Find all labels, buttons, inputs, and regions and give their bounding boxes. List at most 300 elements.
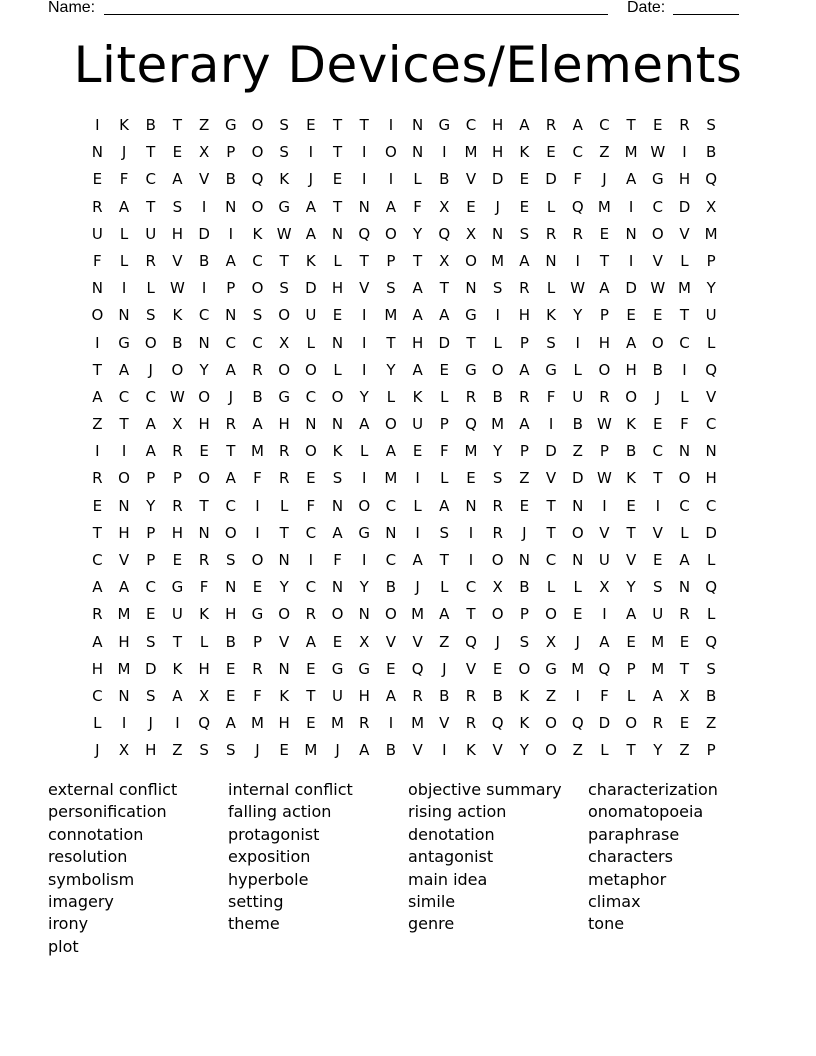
grid-letter: N [331,224,344,243]
grid-letter: N [358,197,370,216]
grid-letter: M [464,442,478,461]
grid-letter: T [226,442,236,461]
grid-letter: S [279,116,289,134]
grid-letter: R [92,197,103,216]
grid-letter: R [465,714,477,733]
grid-letter: S [145,686,156,705]
grid-letter: H [492,116,504,134]
grid-letter: N [278,551,290,569]
grid-letter: B [385,578,397,597]
grid-letter: C [465,578,477,597]
grid-letter: I [255,523,260,542]
word-bank-column [588,779,768,958]
grid-letter: C [705,415,717,434]
grid-letter: G [278,387,290,406]
grid-row [84,576,725,603]
grid-letter: N [225,306,237,325]
grid-letter: Q [491,714,504,733]
grid-letter: R [679,116,690,134]
grid-letter: Q [705,578,718,597]
grid-letter: O [278,605,291,624]
grid-letter: I [201,197,207,216]
grid-letter: A [625,333,637,352]
grid-letter: I [442,143,447,162]
grid-letter: U [572,387,584,406]
grid-letter: N [331,415,344,434]
word-bank [48,779,768,958]
grid-letter: I [415,469,420,488]
grid-letter: P [519,442,529,461]
grid-letter: W [596,469,612,488]
grid-letter: A [412,551,423,569]
word-bank-item: paraphrase [588,824,680,844]
grid-letter: A [359,415,370,434]
grid-letter: T [679,306,690,325]
grid-letter: I [628,251,634,270]
grid-letter: B [225,170,236,189]
grid-letter: K [412,387,423,406]
grid-letter: R [252,360,263,379]
grid-letter: T [279,523,289,542]
grid-letter: I [95,333,100,352]
word-bank-item: main idea [408,869,488,889]
grid-letter: F [199,578,209,597]
grid-letter: E [92,170,103,189]
grid-letter: G [545,659,557,678]
grid-letter: E [145,605,156,624]
grid-letter: Y [279,578,289,597]
grid-letter: S [252,306,263,325]
grid-row [84,440,725,467]
grid-letter: P [599,306,609,325]
grid-letter: E [439,360,450,379]
name-label: Name: [48,0,96,16]
grid-letter: Y [413,224,423,243]
grid-letter: R [412,686,423,705]
grid-letter: M [704,224,718,243]
grid-row [84,223,725,250]
grid-letter: H [278,714,290,733]
grid-letter: N [705,442,717,461]
grid-letter: C [599,116,610,134]
grid-letter: O [385,224,397,243]
grid-letter: A [145,442,156,461]
grid-letter: I [121,442,127,461]
grid-letter: F [439,442,449,461]
grid-letter: N [331,333,344,352]
grid-letter: A [599,632,610,651]
grid-letter: M [464,143,478,162]
grid-letter: K [172,306,183,325]
grid-letter: G [438,116,451,134]
grid-row [84,277,725,304]
grid-letter: U [91,224,103,243]
grid-letter: C [252,251,263,270]
grid-letter: K [519,143,530,162]
grid-letter: I [255,496,260,515]
grid-letter: V [359,279,370,298]
grid-letter: I [495,306,500,325]
grid-letter: S [706,116,716,134]
grid-letter: M [571,659,585,678]
grid-letter: Y [359,387,369,406]
grid-letter: E [386,659,396,678]
grid-letter: C [385,496,397,515]
grid-letter: V [652,251,663,270]
grid-letter: T [626,741,636,760]
grid-letter: A [519,116,530,134]
grid-letter: Y [386,360,396,379]
grid-letter: I [682,360,687,379]
grid-letter: R [519,387,530,406]
grid-row [84,413,725,440]
grid-letter: K [279,170,290,189]
grid-letter: S [279,143,289,162]
grid-letter: T [92,360,102,379]
grid-letter: F [573,170,583,189]
grid-letter: P [519,333,529,352]
grid-letter: E [519,496,530,515]
grid-letter: W [596,415,612,434]
grid-letter: I [602,605,607,624]
grid-letter: S [492,279,503,298]
grid-letter: A [225,469,236,488]
grid-letter: Z [92,415,103,434]
grid-letter: I [655,496,660,515]
date-label: Date: [627,0,666,16]
grid-letter: C [225,333,237,352]
grid-letter: G [358,523,371,542]
grid-letter: W [169,387,185,406]
grid-letter: I [575,251,580,270]
word-bank-item: theme [228,914,280,934]
grid-letter: A [385,197,397,216]
grid-letter: K [519,714,530,733]
grid-letter: O [651,224,664,243]
grid-letter: A [519,360,530,379]
grid-letter: S [145,632,156,651]
grid-letter: J [495,197,500,216]
grid-letter: N [91,279,103,298]
grid-letter: J [602,170,607,189]
word-bank-item: plot [48,936,79,956]
grid-letter: Y [626,578,636,597]
grid-letter: J [495,632,500,651]
grid-letter: I [468,551,474,569]
grid-letter: J [308,170,314,189]
grid-letter: O [304,442,317,461]
grid-letter: A [92,387,103,406]
grid-letter: T [626,523,636,542]
grid-letter: R [545,224,557,243]
grid-letter: N [198,523,210,542]
grid-letter: M [117,659,131,678]
grid-letter: R [465,387,477,406]
grid-letter: G [651,170,664,189]
grid-letter: N [198,333,210,352]
grid-letter: T [332,197,343,216]
grid-letter: N [118,306,130,325]
grid-letter: V [279,632,290,651]
grid-letter: B [439,686,450,705]
grid-letter: K [119,116,129,134]
grid-row [84,522,725,549]
grid-letter: P [226,279,236,298]
grid-letter: C [145,170,156,189]
grid-letter: G [118,333,130,352]
grid-letter: R [198,551,210,569]
grid-letter: H [278,415,290,434]
grid-letter: I [362,469,367,488]
grid-letter: X [706,197,717,216]
grid-letter: R [172,442,183,461]
grid-letter: S [519,632,530,651]
grid-letter: X [279,333,290,352]
grid-letter: E [306,714,316,733]
grid-letter: M [624,143,638,162]
grid-letter: E [492,659,503,678]
grid-letter: B [145,116,156,134]
grid-letter: A [439,306,450,325]
grid-letter: R [92,469,103,488]
grid-letter: I [575,333,580,352]
grid-row [84,196,725,223]
grid-letter: D [491,170,504,189]
grid-letter: L [706,333,716,352]
grid-letter: A [385,686,397,705]
word-bank-item: tone [588,914,625,934]
grid-letter: L [706,551,716,569]
grid-letter: O [118,469,130,488]
grid-row [84,549,725,576]
grid-letter: M [651,632,665,651]
grid-row [84,304,725,331]
word-bank-item: connotation [48,824,144,844]
grid-letter: G [331,659,344,678]
grid-letter: J [415,578,420,597]
grid-letter: C [652,442,664,461]
grid-letter: R [172,496,183,515]
grid-letter: N [411,143,424,162]
grid-letter: E [626,632,636,651]
grid-letter: O [465,251,477,270]
word-bank-item: metaphor [588,869,667,889]
grid-letter: A [359,741,370,760]
word-search-grid [84,114,725,767]
word-bank-item: objective summary [408,780,562,799]
grid-letter: J [575,632,580,651]
grid-letter: F [413,197,422,216]
grid-letter: R [652,714,663,733]
grid-letter: A [172,170,183,189]
grid-letter: Q [438,224,451,243]
grid-letter: O [251,143,264,162]
grid-letter: E [279,741,289,760]
grid-letter: O [491,551,504,569]
grid-letter: L [440,469,449,488]
grid-letter: N [118,686,130,705]
grid-letter: P [252,632,262,651]
word-bank-item: imagery [48,892,114,912]
page-title: Literary Devices/Elements [73,36,743,94]
grid-letter: L [573,360,582,379]
grid-letter: R [519,279,530,298]
grid-letter: E [653,551,663,569]
grid-letter: A [572,116,583,134]
grid-letter: Y [573,306,583,325]
grid-letter: A [118,578,130,597]
grid-row [84,332,725,359]
grid-row [84,141,725,168]
grid-letter: W [570,279,586,298]
grid-letter: I [121,279,127,298]
grid-letter: B [625,442,637,461]
grid-letter: U [305,306,317,325]
grid-letter: Z [679,741,690,760]
name-blank-line [104,0,608,15]
grid-letter: A [225,360,236,379]
grid-letter: N [465,496,477,515]
date-blank-line [673,0,739,15]
grid-letter: H [118,632,130,651]
grid-row [84,739,725,766]
grid-letter: L [146,279,155,298]
grid-letter: A [225,714,236,733]
grid-letter: C [225,496,237,515]
grid-letter: R [492,496,503,515]
grid-row [84,467,725,494]
grid-letter: O [491,605,504,624]
grid-letter: S [706,659,716,678]
grid-letter: J [95,741,100,760]
grid-letter: V [412,741,423,760]
grid-letter: T [199,496,209,515]
grid-letter: L [413,496,422,515]
grid-letter: E [519,197,530,216]
grid-letter: N [572,496,584,515]
word-bank-item: falling action [228,802,332,822]
grid-letter: L [706,605,716,624]
grid-letter: H [225,605,237,624]
grid-letter: X [492,578,503,597]
grid-letter: T [119,415,129,434]
grid-letter: I [362,143,367,162]
grid-letter: B [439,170,450,189]
grid-letter: P [172,469,182,488]
grid-letter: A [412,306,423,325]
grid-letter: Y [706,279,716,298]
grid-letter: G [278,197,290,216]
grid-letter: O [518,659,531,678]
grid-letter: C [305,387,317,406]
grid-letter: K [626,469,637,488]
grid-letter: E [172,551,183,569]
grid-letter: I [628,197,634,216]
grid-letter: J [121,143,127,162]
grid-letter: I [362,333,367,352]
grid-row [84,386,725,413]
grid-letter: L [546,197,556,216]
grid-letter: T [172,632,182,651]
grid-letter: H [358,686,370,705]
word-bank-item: climax [588,892,641,912]
grid-letter: D [678,197,691,216]
grid-letter: M [491,415,505,434]
grid-letter: M [491,251,505,270]
grid-letter: W [650,143,666,162]
grid-letter: N [545,251,557,270]
grid-letter: E [626,496,636,515]
grid-letter: M [384,306,398,325]
grid-letter: V [198,170,210,189]
grid-letter: V [465,659,477,678]
grid-letter: Q [705,360,718,379]
grid-letter: N [118,496,130,515]
grid-row [84,631,725,658]
grid-letter: A [305,224,316,243]
grid-letter: O [545,714,557,733]
word-bank-item: characters [588,847,673,867]
grid-letter: E [412,442,423,461]
grid-letter: M [677,279,691,298]
grid-letter: S [145,306,156,325]
grid-letter: O [251,551,264,569]
grid-letter: R [359,714,370,733]
grid-letter: Q [411,659,424,678]
grid-letter: T [386,333,396,352]
grid-letter: M [651,659,665,678]
grid-letter: V [652,523,663,542]
grid-letter: I [308,143,314,162]
grid-letter: S [332,469,343,488]
grid-letter: S [546,333,556,352]
grid-letter: C [652,197,664,216]
grid-letter: L [440,578,449,597]
grid-letter: Q [251,170,264,189]
grid-letter: L [386,387,396,406]
grid-letter: O [678,469,691,488]
grid-letter: E [306,116,316,134]
grid-letter: C [145,387,156,406]
grid-letter: Z [172,741,183,760]
grid-letter: F [119,170,129,189]
grid-letter: E [332,632,343,651]
grid-letter: U [705,306,717,325]
grid-letter: G [465,306,477,325]
grid-letter: R [305,605,317,624]
grid-letter: E [466,469,476,488]
grid-letter: D [545,170,557,189]
grid-letter: S [492,469,503,488]
grid-letter: T [546,496,556,515]
grid-letter: R [252,659,263,678]
grid-letter: L [493,333,502,352]
grid-letter: I [362,170,367,189]
grid-letter: A [519,251,530,270]
grid-letter: G [545,360,557,379]
word-bank-item: genre [408,914,455,934]
grid-letter: A [385,442,397,461]
grid-letter: L [680,251,689,270]
grid-letter: B [492,387,503,406]
grid-letter: Q [705,632,718,651]
grid-letter: K [172,659,183,678]
grid-letter: O [251,116,264,134]
grid-letter: C [545,551,557,569]
grid-letter: E [679,714,690,733]
grid-letter: T [466,605,476,624]
grid-letter: N [492,224,504,243]
